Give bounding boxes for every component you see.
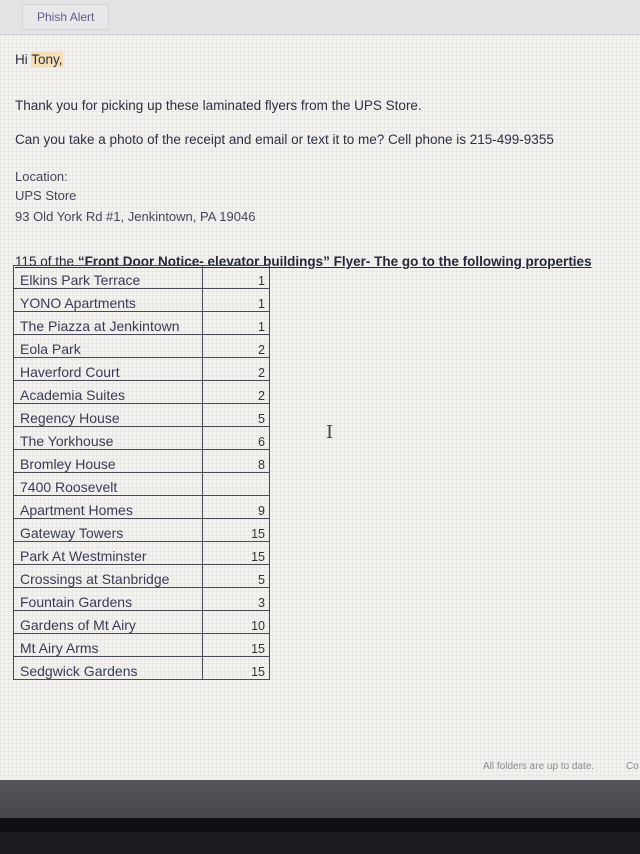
table-row: [14, 450, 270, 473]
status-bar: [0, 758, 640, 778]
property-name: Bromley House: [14, 450, 203, 473]
table-row: [14, 473, 270, 496]
location-address: 93 Old York Rd #1, Jenkintown, PA 19046: [15, 209, 256, 224]
greeting-prefix: Hi: [15, 52, 32, 67]
table-row: [14, 496, 270, 519]
flyer-count: 15: [203, 519, 270, 542]
flyer-count: 1: [203, 312, 270, 335]
property-name: Gateway Towers: [14, 519, 203, 542]
flyer-count: 3: [203, 588, 270, 611]
property-name: Apartment Homes: [14, 496, 203, 519]
table-row: [14, 404, 270, 427]
flyer-count: 1: [203, 289, 270, 312]
property-name: Fountain Gardens: [14, 588, 203, 611]
property-name: Gardens of Mt Airy: [14, 611, 203, 634]
property-name: The Piazza at Jenkintown: [14, 312, 203, 335]
properties-table: [13, 265, 270, 680]
add-in-bar: [0, 0, 640, 35]
property-name: Academia Suites: [14, 381, 203, 404]
flyer-count: 2: [203, 381, 270, 404]
flyer-count: 5: [203, 404, 270, 427]
table-row: [14, 427, 270, 450]
status-overflow: Co: [626, 761, 639, 772]
table-row: [14, 657, 270, 680]
location-name: UPS Store: [15, 188, 77, 203]
sync-status: All folders are up to date.: [483, 761, 595, 772]
property-name: The Yorkhouse: [14, 427, 203, 450]
request-line: Can you take a photo of the receipt and email or text it to me? Cell phone is 215-499-9355: [15, 132, 554, 147]
table-row: [14, 289, 270, 312]
property-name: Sedgwick Gardens: [14, 657, 203, 680]
flyer-count: 8: [203, 450, 270, 473]
flyer-count: 5: [203, 565, 270, 588]
flyer-count: 9: [203, 496, 270, 519]
property-name: Mt Airy Arms: [14, 634, 203, 657]
property-name: Regency House: [14, 404, 203, 427]
text-cursor-icon: I: [326, 422, 334, 443]
flyer-count: 1: [203, 266, 270, 289]
thanks-line: Thank you for picking up these laminated flyers from the UPS Store.: [15, 98, 422, 113]
table-row: [14, 588, 270, 611]
table-row: [14, 312, 270, 335]
table-row: [14, 358, 270, 381]
property-name: YONO Apartments: [14, 289, 203, 312]
flyer-count: 10: [203, 611, 270, 634]
property-name: Park At Westminster: [14, 542, 203, 565]
bezel-edge: [0, 832, 640, 854]
greeting-name: Tony,: [31, 52, 63, 67]
table-row: [14, 335, 270, 358]
property-name: Haverford Court: [14, 358, 203, 381]
flyer-count: 15: [203, 657, 270, 680]
property-name: 7400 Roosevelt: [14, 473, 203, 496]
location-label: Location:: [15, 169, 68, 184]
flyer-count: 15: [203, 634, 270, 657]
property-name: Eola Park: [14, 335, 203, 358]
greeting: [15, 52, 63, 67]
flyer-count: 2: [203, 335, 270, 358]
table-row: [14, 381, 270, 404]
heading-bold: “Front Door Notice- elevator buildings” Flyer- The go to the following properties: [77, 254, 592, 269]
phish-alert-button[interactable]: Phish Alert: [22, 4, 109, 30]
flyer-count: [203, 473, 270, 496]
table-row: [14, 542, 270, 565]
table-row: [14, 611, 270, 634]
table-row: [14, 266, 270, 289]
property-name: Elkins Park Terrace: [14, 266, 203, 289]
taskbar: [0, 780, 640, 818]
flyer-count: 15: [203, 542, 270, 565]
flyer-count: 6: [203, 427, 270, 450]
monitor-bezel: [0, 818, 640, 854]
table-row: [14, 519, 270, 542]
table-row: [14, 565, 270, 588]
heading-prefix: 115 of the: [15, 254, 78, 269]
property-name: Crossings at Stanbridge: [14, 565, 203, 588]
table-row: [14, 634, 270, 657]
flyer-count: 2: [203, 358, 270, 381]
